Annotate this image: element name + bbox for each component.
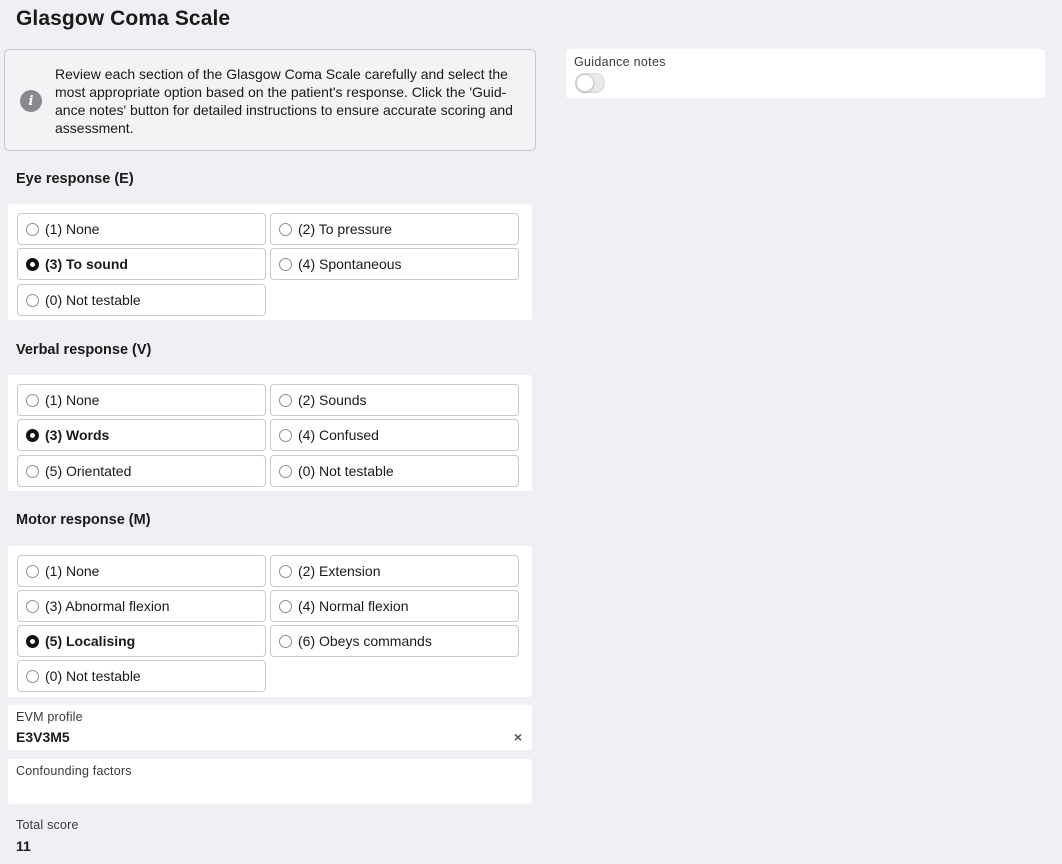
verbal-option-4[interactable]	[270, 419, 519, 451]
motor-option-1[interactable]	[17, 555, 266, 587]
radio-icon	[279, 565, 292, 578]
option-label: (0) Not testable	[45, 668, 141, 684]
radio-icon	[279, 465, 292, 478]
option-label: (4) Confused	[298, 427, 379, 443]
option-label: (5) Orientated	[45, 463, 132, 479]
guidance-notes-toggle[interactable]	[575, 73, 605, 93]
info-banner	[4, 49, 536, 151]
option-label: (0) Not testable	[298, 463, 394, 479]
info-text: Review each section of the Glasgow Coma Scale carefully and select the most appropriate option based on the patient's response. Click the 'Guid-ance notes' button for detailed instructions to ensure accurate scoring and assessment.	[55, 66, 513, 136]
radio-icon	[26, 600, 39, 613]
eye-option-4[interactable]	[270, 248, 519, 280]
motor-option-5[interactable]	[17, 625, 266, 657]
verbal-option-1[interactable]	[17, 384, 266, 416]
left-column	[4, 49, 536, 151]
radio-icon	[26, 465, 39, 478]
radio-icon	[279, 600, 292, 613]
toggle-knob	[576, 74, 594, 92]
radio-icon	[26, 429, 39, 442]
radio-icon	[279, 635, 292, 648]
motor-response-title: Motor response (M)	[16, 512, 151, 528]
eye-response-title: Eye response (E)	[16, 171, 134, 187]
radio-icon	[26, 294, 39, 307]
eye-option-1[interactable]	[17, 213, 266, 245]
evm-profile-value: E3V3M5	[16, 729, 70, 745]
verbal-option-2[interactable]	[270, 384, 519, 416]
verbal-response-title: Verbal response (V)	[16, 342, 152, 358]
eye-option-2[interactable]	[270, 213, 519, 245]
motor-option-0[interactable]	[17, 660, 266, 692]
eye-option-3[interactable]	[17, 248, 266, 280]
motor-option-2[interactable]	[270, 555, 519, 587]
guidance-notes-panel	[566, 49, 1045, 98]
confounding-factors-label: Confounding factors	[16, 764, 132, 778]
total-score-label: Total score	[16, 818, 79, 832]
evm-profile-label: EVM profile	[16, 710, 83, 724]
radio-icon	[26, 635, 39, 648]
close-icon[interactable]: ×	[513, 729, 522, 745]
option-label: (0) Not testable	[45, 292, 141, 308]
option-label: (4) Spontaneous	[298, 256, 402, 272]
verbal-option-5[interactable]	[17, 455, 266, 487]
option-label: (5) Localising	[45, 633, 136, 649]
option-label: (3) To sound	[45, 256, 128, 272]
info-icon: i	[20, 90, 42, 112]
verbal-option-3[interactable]	[17, 419, 266, 451]
option-label: (2) To pressure	[298, 221, 392, 237]
option-label: (3) Abnormal flexion	[45, 598, 170, 614]
motor-response-options	[8, 546, 532, 697]
motor-option-6[interactable]	[270, 625, 519, 657]
option-label: (1) None	[45, 392, 100, 408]
option-label: (6) Obeys commands	[298, 633, 432, 649]
guidance-notes-label: Guidance notes	[574, 55, 666, 69]
verbal-option-0[interactable]	[270, 455, 519, 487]
confounding-factors-field[interactable]	[8, 759, 532, 804]
page-title: Glasgow Coma Scale	[16, 7, 231, 30]
motor-option-3[interactable]	[17, 590, 266, 622]
option-label: (2) Extension	[298, 563, 381, 579]
radio-icon	[279, 429, 292, 442]
motor-option-4[interactable]	[270, 590, 519, 622]
radio-icon	[26, 565, 39, 578]
option-label: (1) None	[45, 563, 100, 579]
eye-response-options	[8, 204, 532, 320]
option-label: (1) None	[45, 221, 100, 237]
radio-icon	[279, 223, 292, 236]
radio-icon	[279, 394, 292, 407]
evm-profile-field[interactable]	[8, 705, 532, 750]
option-label: (4) Normal flexion	[298, 598, 409, 614]
eye-option-0[interactable]	[17, 284, 266, 316]
radio-icon	[26, 223, 39, 236]
total-score-value: 11	[16, 838, 31, 854]
radio-icon	[26, 258, 39, 271]
option-label: (3) Words	[45, 427, 110, 443]
verbal-response-options	[8, 375, 532, 491]
option-label: (2) Sounds	[298, 392, 367, 408]
radio-icon	[26, 670, 39, 683]
radio-icon	[279, 258, 292, 271]
radio-icon	[26, 394, 39, 407]
